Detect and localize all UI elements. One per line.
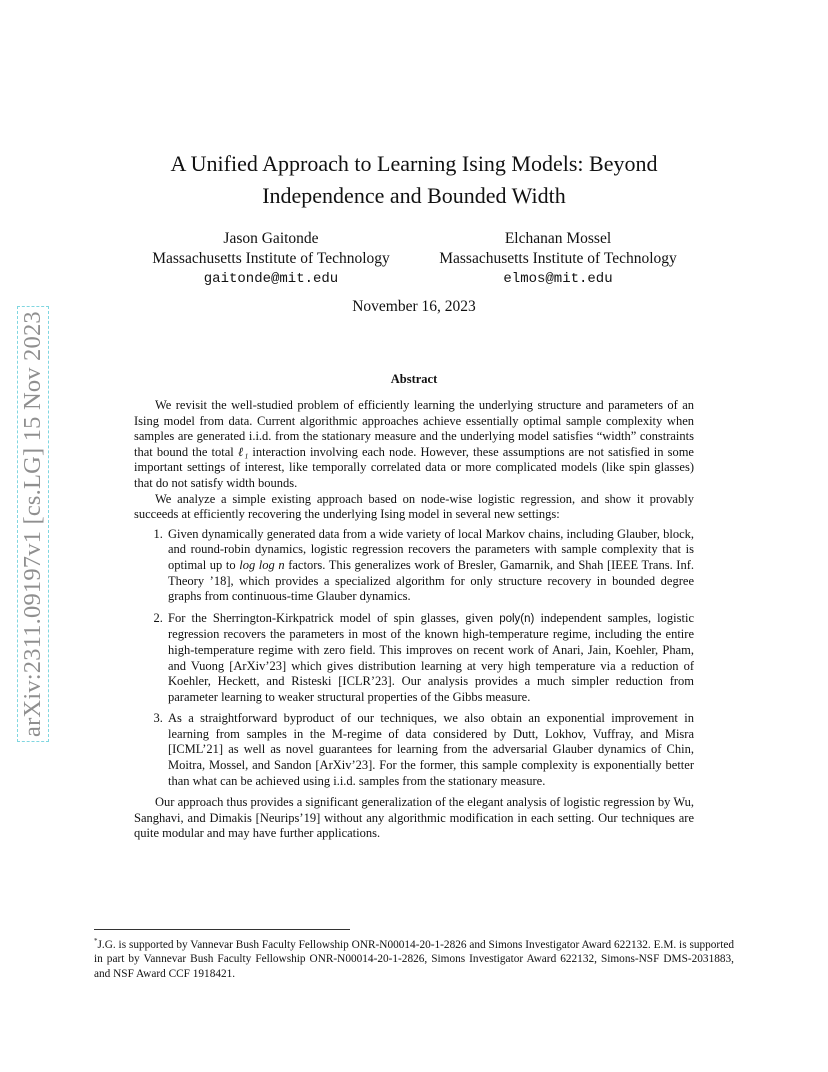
- funding-footnote: [94, 934, 734, 981]
- abstract-text: Given dynamically generated data from a wide variety of local Markov chains, including Glauber, block, and round-robin dynamics, logistic regression recovers the parameters with sample complexity that is optimal up to: [168, 526, 694, 572]
- abstract-paragraph-3: Our approach thus provides a significant generalization of the elegant analysis of logistic regression by Wu, Sanghavi, and Dimakis [Neurips’19] without any algorithmic modification in each setting. Our techniques are quite modular and may have further applications.: [134, 795, 694, 841]
- author-affiliation: Massachusetts Institute of Technology: [152, 250, 390, 267]
- footnote-rule: [94, 929, 350, 930]
- l1-math-symbol: ℓ₁: [237, 444, 249, 459]
- footnote-marker: *: [94, 937, 98, 945]
- abstract-text: We revisit the well-studied problem of efficiently learning the underlying structure and parameters of an Ising model from data. Current algorithmic approaches achieve essentially optimal sample complexity when samples are generated i.i.d. from the stationary measure and the underlying model satisfies “width” constraints that bound the total: [134, 398, 694, 459]
- author-email[interactable]: gaitonde@mit.edu: [203, 271, 339, 287]
- paper-date: November 16, 2023: [352, 298, 476, 315]
- abstract-paragraph-2: We analyze a simple existing approach based on node-wise logistic regression, and show it provably succeeds at efficiently recovering the underlying Ising model in several new settings:: [134, 491, 694, 522]
- contribution-item-1: [166, 527, 694, 605]
- author-block-2: [432, 229, 684, 289]
- title-line-1: A Unified Approach to Learning Ising Models: Beyond: [170, 151, 658, 176]
- abstract-body: [134, 398, 694, 842]
- author-name: Jason Gaitonde: [223, 230, 319, 247]
- abstract-paragraph-1: [134, 398, 694, 492]
- author-email[interactable]: elmos@mit.edu: [503, 271, 613, 287]
- author-affiliation: Massachusetts Institute of Technology: [439, 250, 677, 267]
- contribution-list: [134, 527, 694, 790]
- arxiv-identifier-stamp: arXiv:2311.09197v1 [cs.LG] 15 Nov 2023: [17, 306, 49, 742]
- contribution-item-2: [166, 611, 694, 706]
- abstract-text: For the Sherrington-Kirkpatrick model of spin glasses, given: [168, 610, 500, 625]
- footnote-text: J.G. is supported by Vannevar Bush Faculty Fellowship ONR-N00014-20-1-2826 and Simons Investigator Award 622132. E.M. is supported in part by Vannevar Bush Faculty Fellowship ONR-N00014-20-1-2826, Simons Investigator Award 622132, Simons-NSF DMS-2031883, and NSF Award CCF 1918421.: [94, 938, 734, 980]
- author-block-1: [146, 229, 396, 289]
- contribution-item-3: 3. As a straightforward byproduct of our techniques, we also obtain an exponential improvement in learning from samples in the M-regime of data considered by Dutt, Lokhov, Vuffray, and Misra [ICML’21] as well as novel guarantees for learning from the adversarial Glauber dynamics of Chin, Moitra, Mossel, and Sandon [ArXiv’23]. For the former, this sample complexity is exponentially better than what can be achieved using i.i.d. samples from the stationary measure.: [166, 711, 694, 789]
- abstract-text: factors. This generalizes work of Bresler, Gamarnik, and Shah [IEEE Trans. Inf. Theory ’18], which provides a specialized algorithm for only structure recovery in bounded degree graphs from continuous-time Glauber dynamics.: [168, 557, 694, 604]
- abstract-heading: Abstract: [390, 372, 438, 386]
- loglogn-math: log log n: [239, 557, 285, 572]
- title-line-2: Independence and Bounded Width: [262, 183, 566, 208]
- abstract-text: independent samples, logistic regression recovers the parameters in most of the known high-temperature regime, including the entire high-temperature regime with zero field. This improves on recent work of Anari, Jain, Koehler, Pham, and Vuong [ArXiv’23] which gives distribution learning at very high temperature via a reduction of Koehler, Heckett, and Risteski [ICLR’23]. Our analysis provides a much simpler reduction from parameter learning to weaker structural properties of the Gibbs measure.: [168, 610, 694, 704]
- abstract-text: interaction involving each node. However, these assumptions are not satisfied in some important settings of interest, like temporally correlated data or more complicated models (like spin glasses) that do not satisfy width bounds.: [134, 444, 694, 490]
- paper-title: [120, 148, 708, 212]
- author-name: Elchanan Mossel: [504, 230, 612, 247]
- poly-n-math: poly(n): [499, 612, 535, 625]
